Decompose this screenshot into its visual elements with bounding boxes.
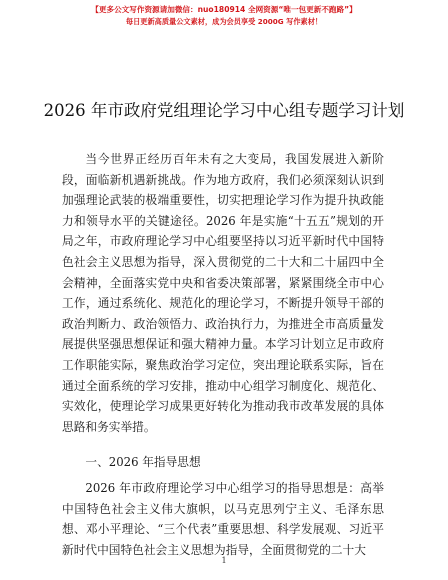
document-title: 2026 年市政府党组理论学习中心组专题学习计划 (43, 101, 405, 121)
section-paragraph: 2026 年市政府理论学习中心组学习的指导思想是：高举中国特色社会主义伟大旗帜，以马克思列宁主义、毛泽东思想、邓小平理论、“三个代表”重要思想、科学发展观、习近平新时代中国特色社会主义思想为指导，全面贯彻党的二十大 (62, 480, 384, 557)
promo-banner-line-2: 每日更新高质量公文素材，成为会员享受 2000G 写作素材！ (125, 17, 323, 26)
promo-banner-line-1: 【更多公文写作资源请加微信：nuo180914 全网资源“唯一包更新不跑路”】 (91, 5, 357, 14)
document-body (62, 149, 384, 560)
promo-banner (0, 4, 448, 28)
section-heading: 一、2026 年指导思想 (85, 455, 201, 470)
page-number: 1 (221, 556, 227, 565)
intro-paragraph: 当今世界正经历百年未有之大变局，我国发展进入新阶段，面临新机遇新挑战。作为地方政府，我们必须深刻认识到加强理论武装的极端重要性，切实把理论学习作为提升执政能力和领导水平的关键途径。2026 年是实施“十五五”规划的开局之年，市政府理论学习中心组要坚持以习近平新时代中国特色社会主义思想为指导，深入贯彻党的二十大和二十届四中全会精神，全面落实党中央和省委决策部署，紧紧围绕全市中心工作，通过系统化、规范化的理论学习，不断提升领导干部的政治判断力、政治领悟力、政治执行力，为推进全市高质量发展提供坚强思想保证和强大精神力量。本学习计划立足市政府工作职能实际，聚焦政治学习定位，突出理论联系实际，旨在通过全面系统的学习安排，推动中心组学习制度化、规范化、实效化，使理论学习成果更好转化为推动我市改革发展的具体思路和务实举措。 (62, 152, 384, 434)
